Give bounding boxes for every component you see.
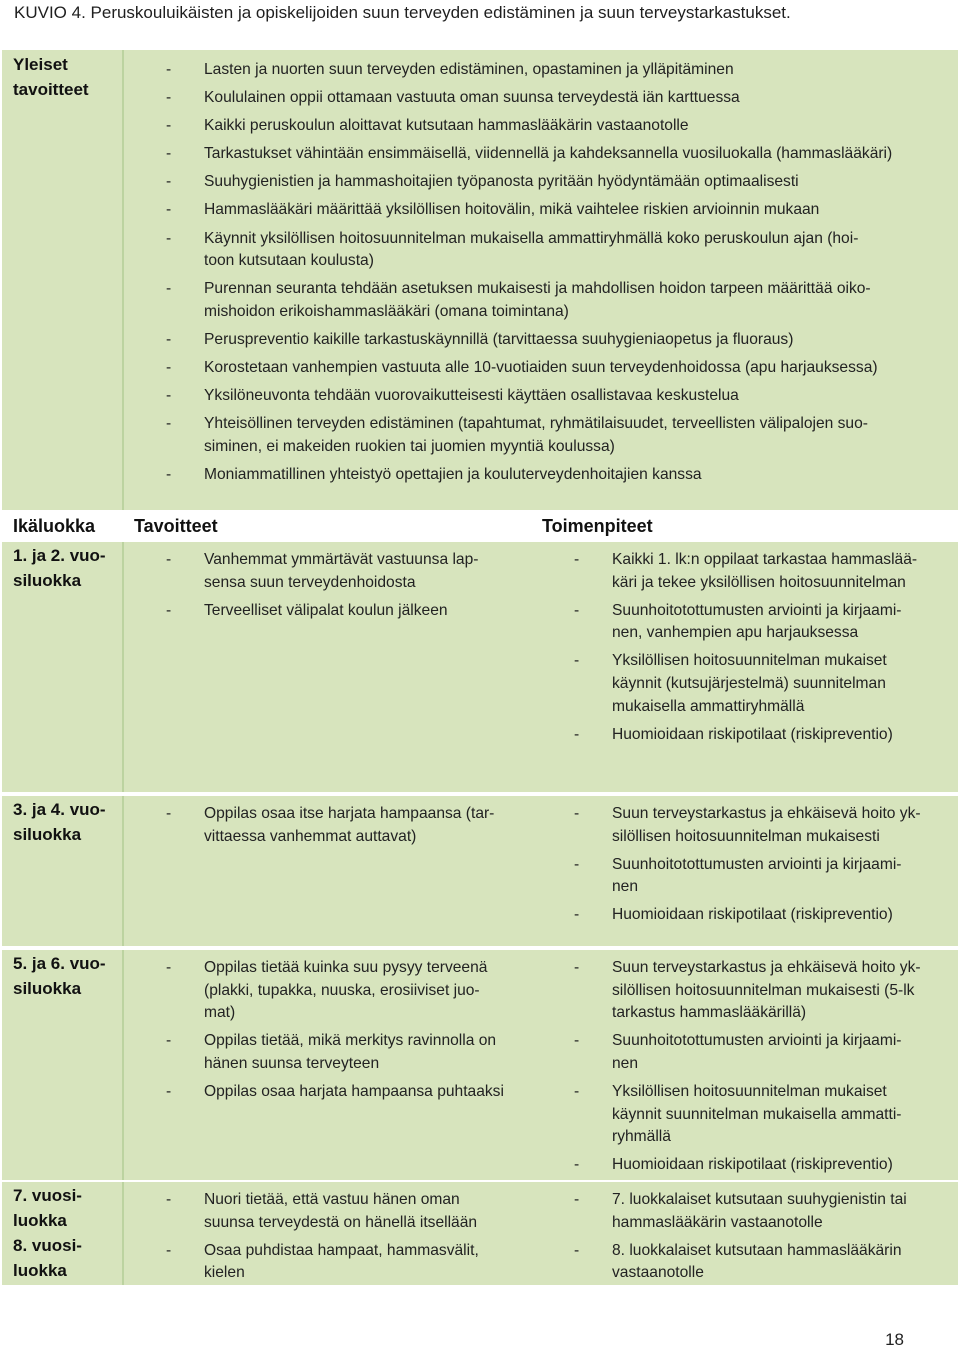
row-goals-list [166, 1189, 538, 1290]
action-item: - Suun terveystarkastus ja ehkäisevä hoito yk- silöllisen hoitosuunnitelman mukaisesti [574, 803, 958, 848]
general-goal-item: - Kaikki peruskoulun aloittavat kutsutaan hammaslääkärin vastaanotolle [166, 115, 956, 138]
figure-title: KUVIO 4. Peruskouluikäisten ja opiskelijoiden suun terveyden edistäminen ja suun terveystarkastukset. [14, 3, 791, 22]
row-goals-list [166, 803, 538, 854]
goal-item: - Oppilas osaa harjata hampaansa puhtaaksi [166, 1081, 538, 1104]
goal-item: - Terveelliset välipalat koulun jälkeen [166, 600, 538, 623]
action-item: - Yksilöllisen hoitosuunnitelman mukaiset käynnit suunnitelman mukaisella ammatti- ryhmällä [574, 1081, 958, 1149]
grade-label: 5. ja 6. vuo- siluokka [13, 954, 106, 998]
action-item: - Huomioidaan riskipotilaat (riskipreventio) [574, 1154, 958, 1177]
general-goal-item: - Peruspreventio kaikille tarkastuskäynnillä (tarvittaessa suuhygieniaopetus ja fluoraus) [166, 329, 956, 352]
general-goal-item: - Koululainen oppii ottamaan vastuuta oman suunsa terveydestä iän karttuessa [166, 87, 956, 110]
goal-item: - Oppilas tietää, mikä merkitys ravinnolla on hänen suunsa terveyteen [166, 1030, 538, 1075]
header-grade: Ikäluokka [13, 516, 96, 536]
action-item: - Suunhoitotottumusten arviointi ja kirjaami- nen, vanhempien apu harjauksessa [574, 600, 958, 645]
row-actions-list [574, 549, 958, 752]
general-goal-item: - Tarkastukset vähintään ensimmäisellä, viidennellä ja kahdeksannella vuosiluokalla (hammaslääkäri) [166, 143, 956, 166]
grade-label: 1. ja 2. vuo- siluokka [13, 546, 106, 590]
action-item: - 7. luokkalaiset kutsutaan suuhygienistin tai hammaslääkärin vastaanotolle [574, 1189, 958, 1234]
general-goal-item: - Yhteisöllinen terveyden edistäminen (tapahtumat, ryhmätilaisuudet, terveellisten välipalojen suo- siminen, ei makeiden ruokien tai juomien myyntiä koulussa) [166, 413, 956, 458]
action-item: - Huomioidaan riskipotilaat (riskipreventio) [574, 724, 958, 747]
general-goals-list [166, 59, 956, 492]
action-item: - Suunhoitotottumusten arviointi ja kirjaami- nen [574, 1030, 958, 1075]
row-goals-list [166, 549, 538, 628]
row-actions-list [574, 1189, 958, 1290]
general-goal-item: - Korostetaan vanhempien vastuuta alle 10-vuotiaiden suun terveydenhoidossa (apu harjauksessa) [166, 357, 956, 380]
general-goal-item: - Hammaslääkäri määrittää yksilöllisen hoitovälin, mikä vaihtelee riskien arvioinnin mukaan [166, 199, 956, 222]
general-goal-item: - Käynnit yksilöllisen hoitosuunnitelman mukaisella ammattiryhmällä koko peruskoulun ajan (hoi- toon kutsutaan koulusta) [166, 228, 956, 273]
grade-label: 7. vuosi- luokka 8. vuosi- luokka [13, 1186, 82, 1280]
column-divider [122, 796, 124, 946]
grade-label: 3. ja 4. vuo- siluokka [13, 800, 106, 844]
row-goals-list [166, 957, 538, 1109]
action-item: - Suun terveystarkastus ja ehkäisevä hoito yk- silöllisen hoitosuunnitelman mukaisesti (5-lk tarkastus hammaslääkärillä) [574, 957, 958, 1025]
column-divider [122, 1182, 124, 1285]
page-number: 18 [885, 1330, 904, 1349]
goal-item: - Oppilas osaa itse harjata hampaansa (tar- vittaessa vanhemmat auttavat) [166, 803, 538, 848]
column-divider [122, 950, 124, 1180]
goal-item: - Nuori tietää, että vastuu hänen oman suunsa terveydestä on hänellä itsellään [166, 1189, 538, 1234]
general-goal-item: - Yksilöneuvonta tehdään vuorovaikutteisesti käyttäen osallistavaa keskustelua [166, 385, 956, 408]
general-goals-label: Yleiset tavoitteet [13, 55, 89, 99]
header-goals: Tavoitteet [134, 516, 218, 536]
action-item: - Kaikki 1. lk:n oppilaat tarkastaa hammaslää- käri ja tekee yksilöllisen hoitosuunnitelman [574, 549, 958, 594]
action-item: - Yksilöllisen hoitosuunnitelman mukaiset käynnit (kutsujärjestelmä) suunnitelman mukaisella ammattiryhmällä [574, 650, 958, 718]
action-item: - Huomioidaan riskipotilaat (riskipreventio) [574, 904, 958, 927]
general-goal-item: - Suuhygienistien ja hammashoitajien työpanosta pyritään hyödyntämään optimaalisesti [166, 171, 956, 194]
column-divider [122, 542, 124, 792]
goal-item: - Osaa puhdistaa hampaat, hammasvälit, kielen [166, 1240, 538, 1285]
action-item: - Suunhoitotottumusten arviointi ja kirjaami- nen [574, 854, 958, 899]
general-goal-item: - Purennan seuranta tehdään asetuksen mukaisesti ja mahdollisen hoidon tarpeen määrittää oiko- mishoidon erikoishammaslääkäri (omana toimintana) [166, 278, 956, 323]
row-actions-list [574, 803, 958, 932]
general-goal-item: - Moniammatillinen yhteistyö opettajien ja kouluterveydenhoitajien kanssa [166, 464, 956, 487]
goal-item: - Oppilas tietää kuinka suu pysyy terveenä (plakki, tupakka, nuuska, erosiiviset juo- mat) [166, 957, 538, 1025]
goal-item: - Vanhemmat ymmärtävät vastuunsa lap- sensa suun terveydenhoidosta [166, 549, 538, 594]
general-goal-item: - Lasten ja nuorten suun terveyden edistäminen, opastaminen ja ylläpitäminen [166, 59, 956, 82]
header-actions: Toimenpiteet [542, 516, 653, 536]
action-item: - 8. luokkalaiset kutsutaan hammaslääkärin vastaanotolle [574, 1240, 958, 1285]
row-actions-list [574, 957, 958, 1182]
column-divider [122, 50, 124, 510]
